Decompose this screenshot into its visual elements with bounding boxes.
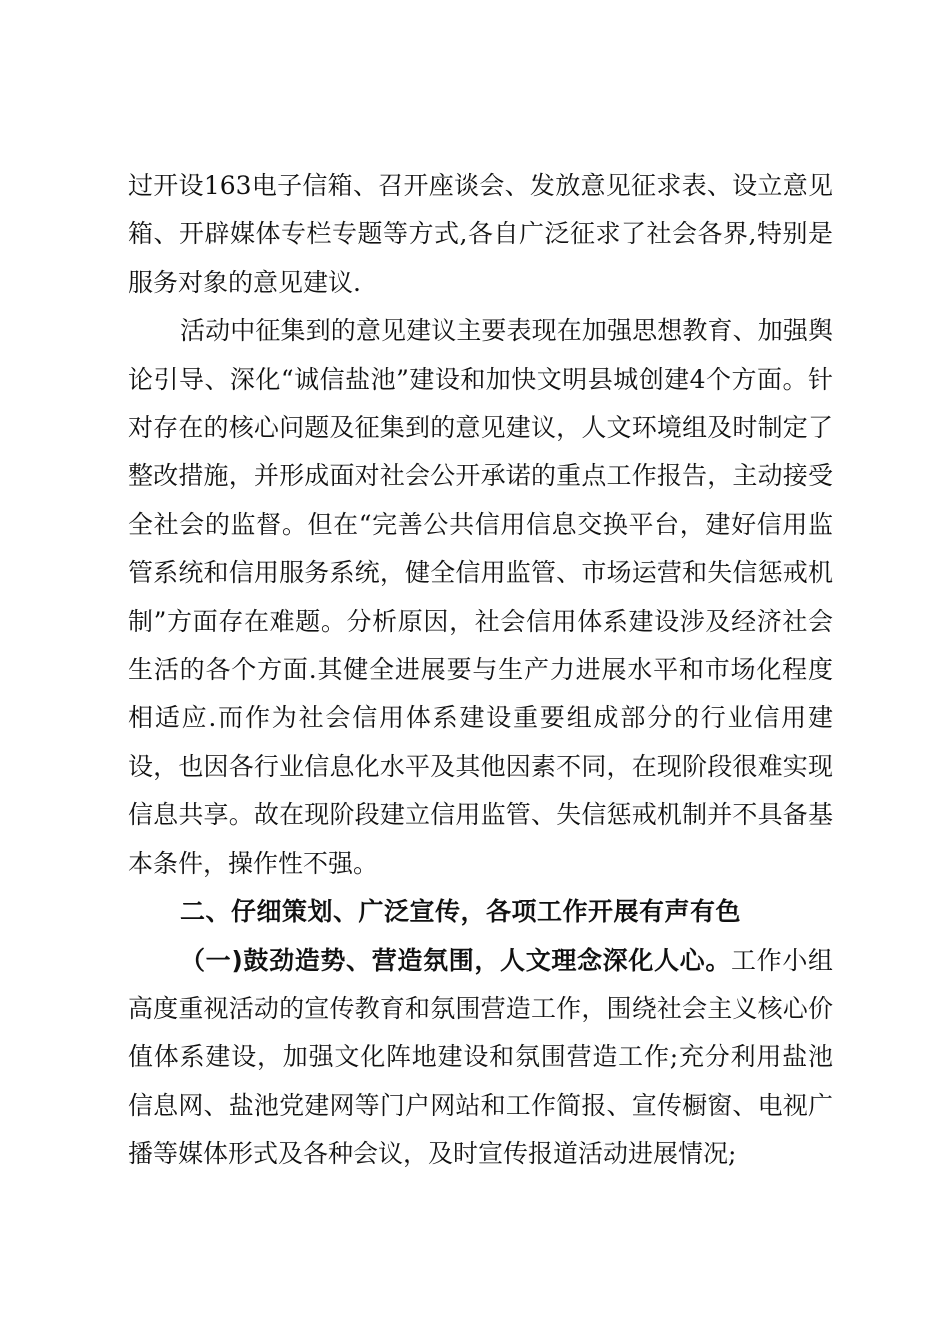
paragraph-3-body: 工作小组高度重视活动的宣传教育和氛围营造工作，围绕社会主义核心价值体系建设，加强文化阵地建设和氛围营造工作;充分利用盐池信息网、盐池党建网等门户网站和工作简报、宣传橱窗、电视广播等媒体形式及各种会议，及时宣传报道活动进展情况; xyxy=(128,945,833,1169)
section-heading: 二、仔细策划、广泛宣传，各项工作开展有声有色 xyxy=(180,897,742,927)
paragraph-1: 过开设163电子信箱、召开座谈会、发放意见征求表、设立意见箱、开辟媒体专栏专题等方式,各自广泛征求了社会各界,特别是服务对象的意见建议. xyxy=(128,171,833,297)
paragraph-2: 活动中征集到的意见建议主要表现在加强思想教育、加强舆论引导、深化“诚信盐池”建设和加快文明县城创建4个方面。针对存在的核心问题及征集到的意见建议，人文环境组及时制定了整改措施，并形成面对社会公开承诺的重点工作报告，主动接受全社会的监督。但在“完善公共信用信息交换平台，建好信用监管系统和信用服务系统，健全信用监管、市场运营和失信惩戒机制”方面存在难题。分析原因，社会信用体系建设涉及经济社会生活的各个方面.其健全进展要与生产力进展水平和市场化程度相适应.而作为社会信用体系建设重要组成部分的行业信用建设，也因各行业信息化水平及其他因素不同，在现阶段很难实现信息共享。故在现阶段建立信用监管、失信惩戒机制并不具备基本条件，操作性不强。 xyxy=(128,316,833,878)
paragraph-3 xyxy=(128,937,833,1179)
paragraph-3-lead: （一)鼓劲造势、营造氛围，人文理念深化人心。 xyxy=(180,945,731,975)
document-body xyxy=(128,162,833,1179)
